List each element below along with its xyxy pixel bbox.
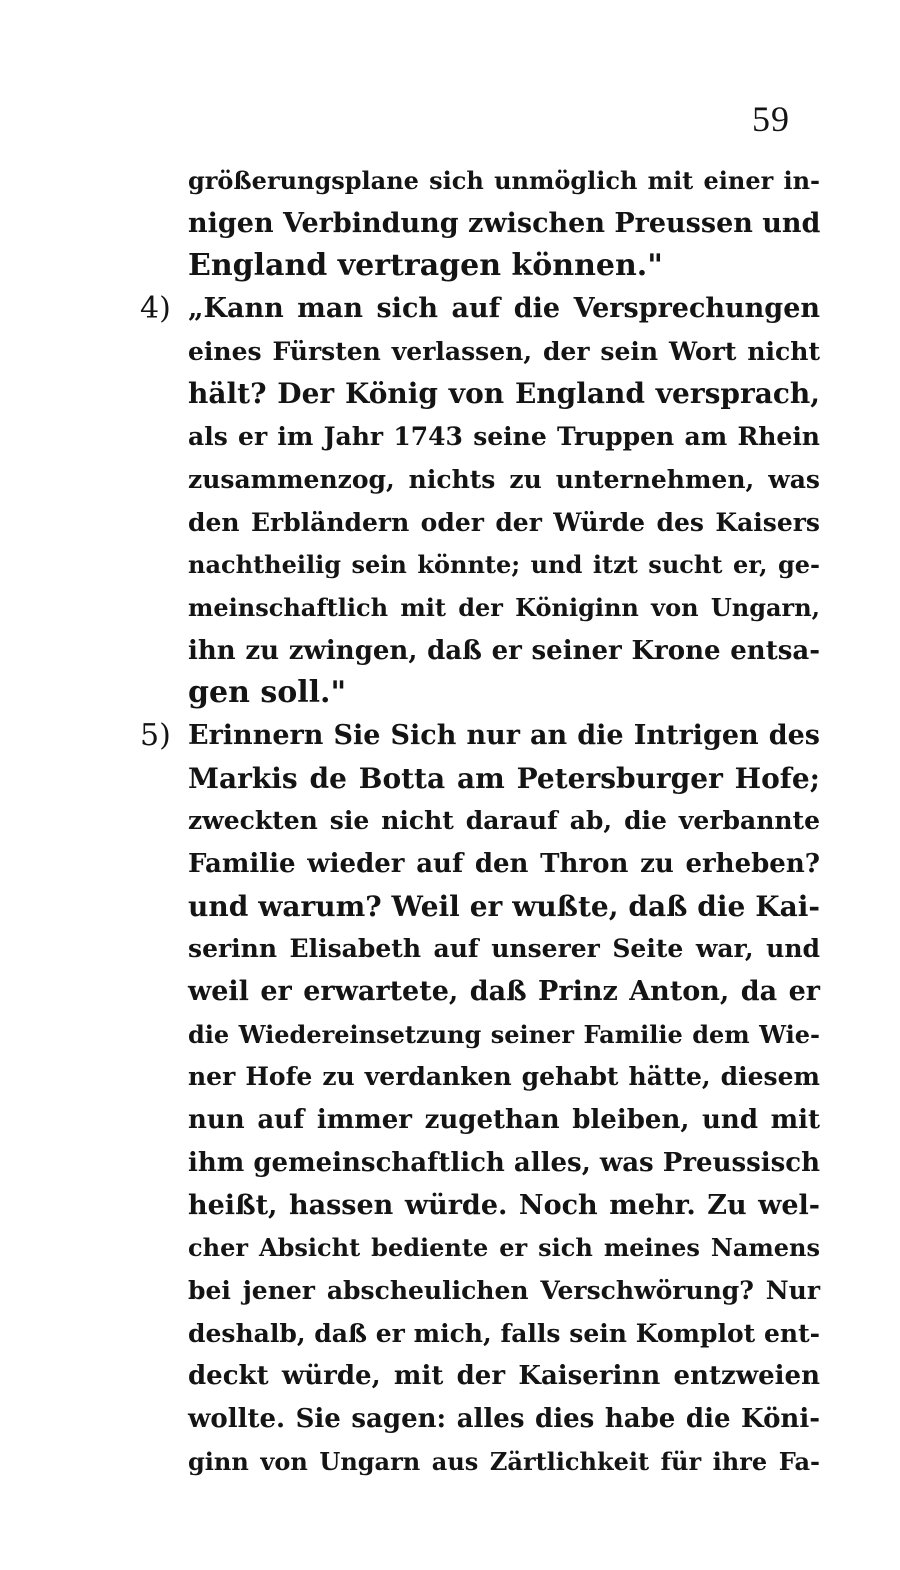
line-text: meinschaftlich mit der Königinn von Ungarn, — [188, 592, 820, 622]
text-line — [140, 459, 820, 502]
text-line — [140, 373, 820, 416]
text-line — [140, 1270, 820, 1313]
text-line — [140, 800, 820, 843]
line-text: hält? Der König von England versprach, — [188, 377, 820, 411]
line-text: als er im Jahr 1743 seine Truppen am Rhein — [188, 422, 820, 452]
text-line — [140, 288, 820, 331]
line-text: deckt würde, mit der Kaiserinn entzweien — [188, 1361, 820, 1392]
line-text: zweckten sie nicht darauf ab, die verbannte — [188, 806, 820, 836]
text-line — [140, 331, 820, 374]
line-text: gen soll." — [188, 675, 347, 711]
line-text: heißt, hassen würde. Noch mehr. Zu wel- — [188, 1189, 820, 1221]
text-line — [140, 758, 820, 801]
line-text: Erinnern Sie Sich nur an die Intrigen des — [188, 719, 820, 751]
line-text: cher Absicht bediente er sich meines Namens — [188, 1233, 820, 1263]
text-line — [140, 715, 820, 758]
line-text: nun auf immer zugethan bleiben, und mit — [188, 1105, 820, 1136]
text-line — [140, 1227, 820, 1270]
text-line — [140, 203, 820, 246]
line-text: weil er erwartete, daß Prinz Anton, da er — [188, 976, 820, 1008]
line-text: wollte. Sie sagen: alles dies habe die Köni- — [188, 1403, 820, 1434]
text-line — [140, 928, 820, 971]
text-line — [140, 1313, 820, 1356]
line-text: und warum? Weil er wußte, daß die Kai- — [188, 889, 820, 923]
line-text: den Erbländern oder der Würde des Kaisers — [188, 507, 820, 537]
text-line — [140, 160, 820, 203]
line-text: „Kann man sich auf die Versprechungen — [188, 293, 820, 325]
line-text: ihn zu zwingen, daß er seiner Krone entsa- — [188, 635, 820, 666]
line-text: nachtheilig sein könnte; und itzt sucht er, ge- — [188, 550, 820, 580]
line-text: eines Fürsten verlassen, der sein Wort nicht — [188, 336, 820, 366]
text-line — [140, 587, 820, 630]
text-line — [140, 1014, 820, 1057]
text-line — [140, 1185, 820, 1228]
line-text: die Wiedereinsetzung seiner Familie dem Wie- — [188, 1019, 820, 1049]
line-text: England vertragen können." — [188, 248, 663, 284]
line-text: nigen Verbindung zwischen Preussen und — [188, 207, 821, 239]
text-line — [140, 843, 820, 886]
line-text: ihm gemeinschaftlich alles, was Preussisch — [188, 1147, 820, 1178]
text-line — [140, 416, 820, 459]
text-line — [140, 630, 820, 673]
line-text: zusammenzog, nichts zu unternehmen, was — [188, 464, 820, 494]
line-text: Markis de Botta am Petersburger Hofe; — [188, 761, 820, 795]
item-number: 4) — [140, 291, 171, 327]
line-text: ner Hofe zu verdanken gehabt hätte, diesem — [188, 1062, 820, 1092]
line-text: Familie wieder auf den Thron zu erheben? — [188, 849, 820, 879]
line-text: größerungsplane sich unmöglich mit einer in- — [188, 166, 820, 195]
text-line — [140, 245, 820, 288]
text-line — [140, 886, 820, 929]
text-line — [140, 1355, 820, 1398]
text-line — [140, 672, 820, 715]
text-line — [140, 1056, 820, 1099]
text-line — [140, 502, 820, 545]
text-line — [140, 1099, 820, 1142]
text-line — [140, 1441, 820, 1484]
line-text: ginn von Ungarn aus Zärtlichkeit für ihre Fa- — [188, 1446, 820, 1476]
line-text: serinn Elisabeth auf unserer Seite war, und — [188, 934, 820, 964]
page-number: 59 — [752, 99, 790, 139]
text-line — [140, 544, 820, 587]
line-text: bei jener abscheulichen Verschwörung? Nur — [188, 1275, 820, 1305]
text-line — [140, 1142, 820, 1185]
line-text: deshalb, daß er mich, falls sein Komplot ent- — [188, 1318, 820, 1348]
item-number: 5) — [140, 717, 171, 753]
text-line — [140, 971, 820, 1014]
body-text — [140, 160, 820, 1483]
text-line — [140, 1398, 820, 1441]
